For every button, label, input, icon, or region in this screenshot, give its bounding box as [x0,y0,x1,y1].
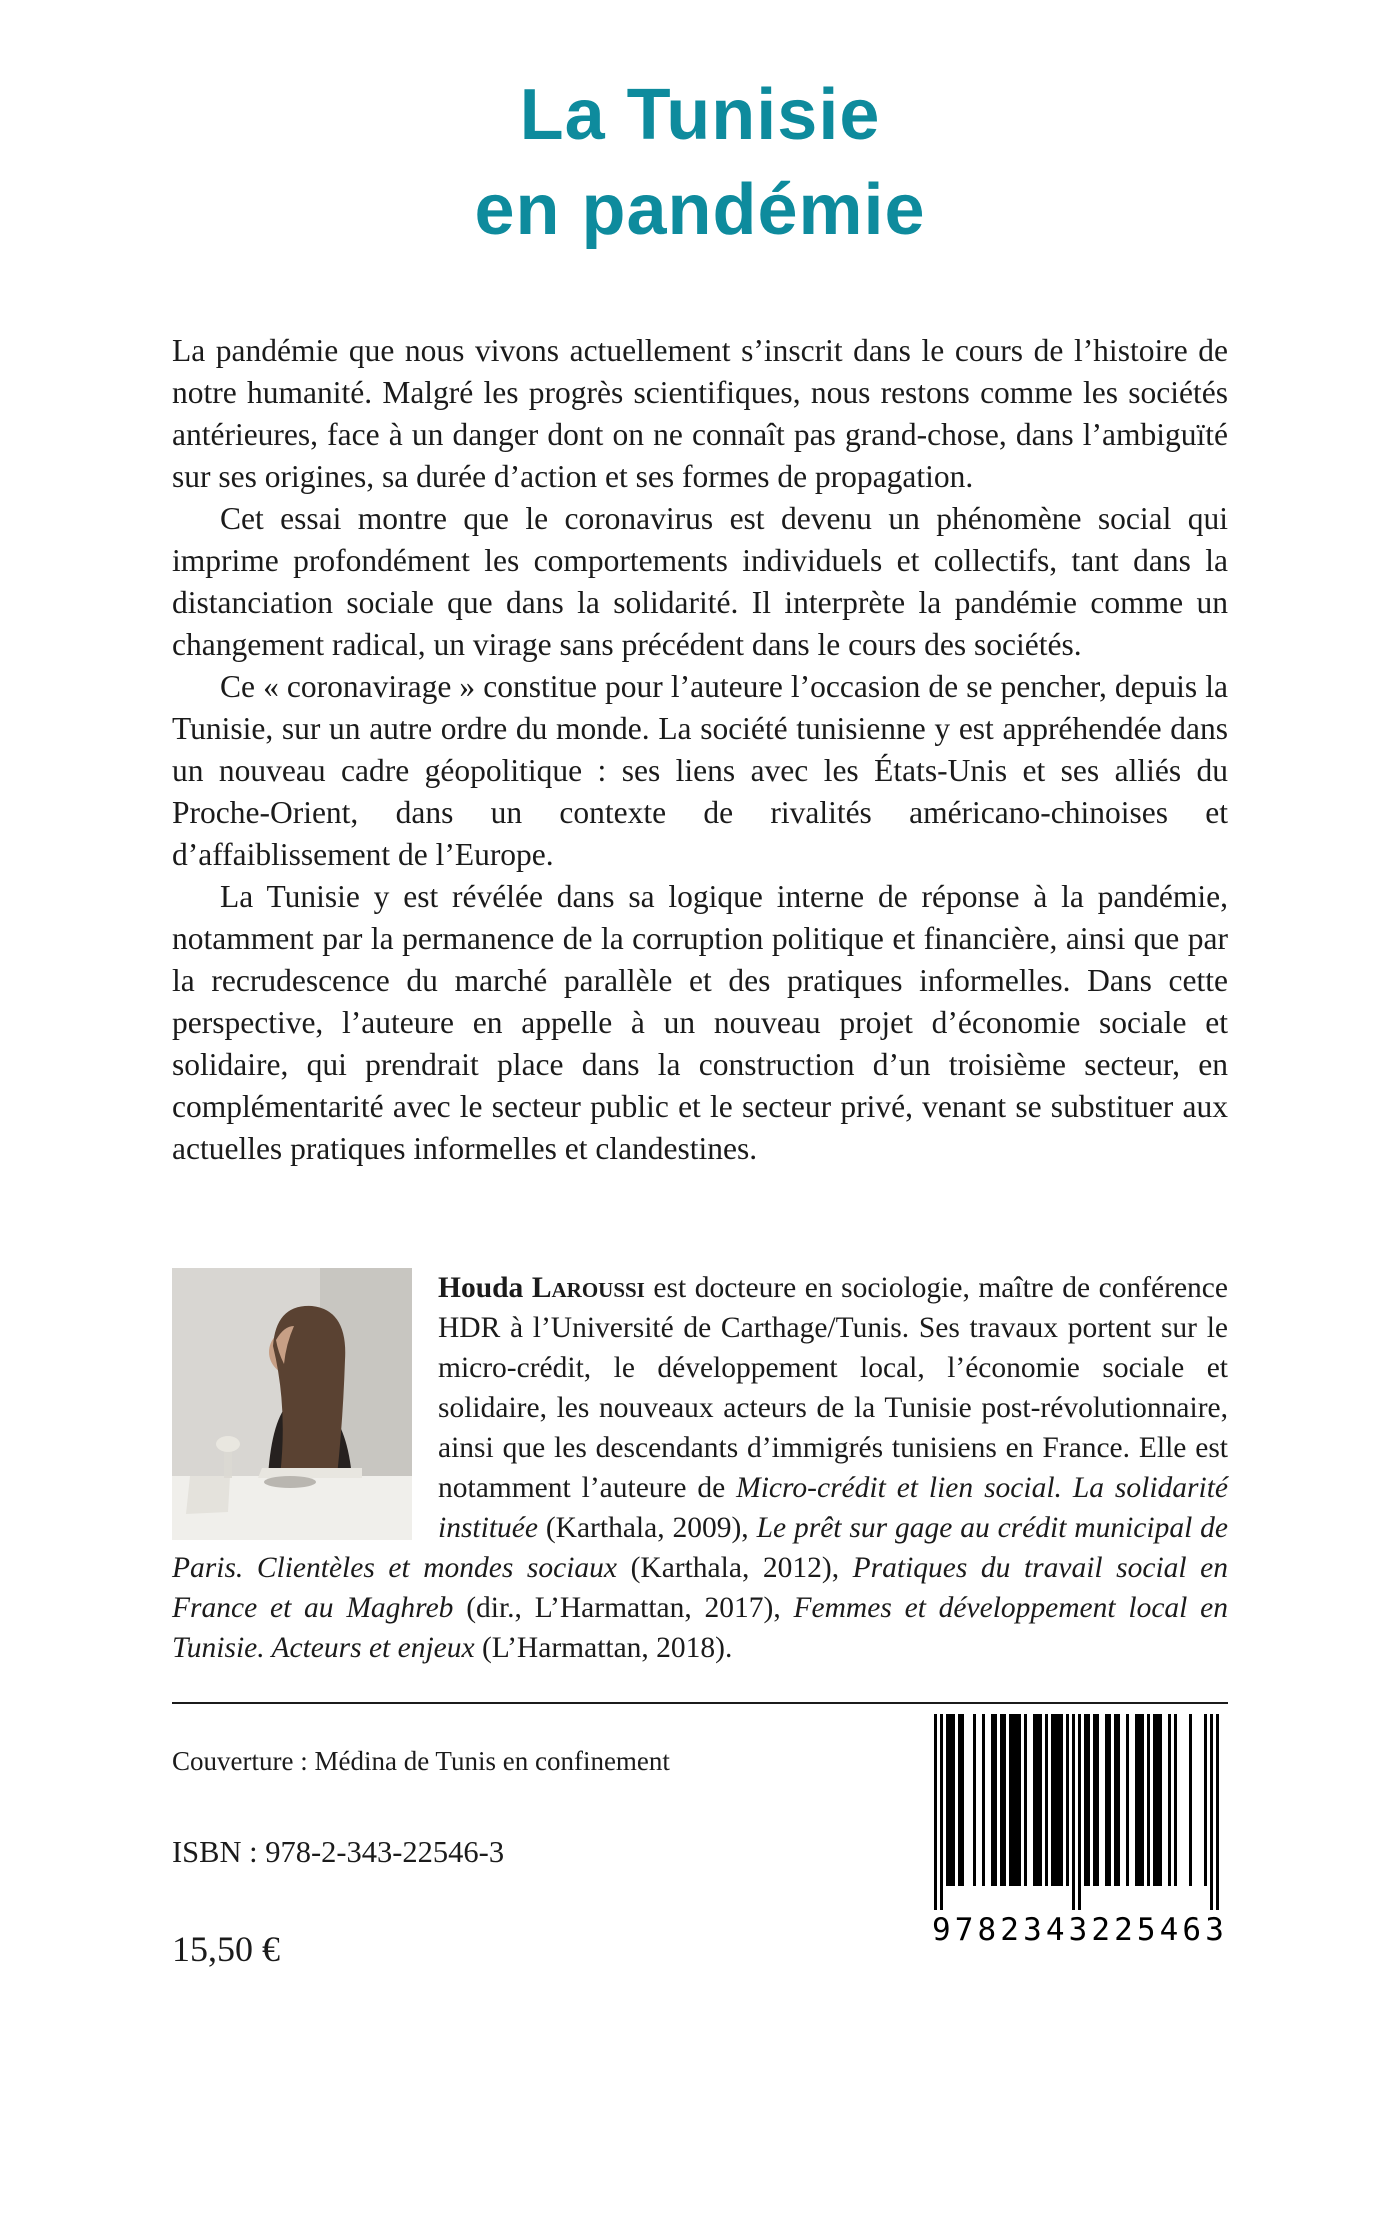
synopsis-paragraph-3: Ce « coronavirage » constitue pour l’auteure l’occasion de se pencher, depuis la Tunisie, sur un autre ordre du monde. La société tunisienne y est appréhendée dans un nouveau cadre géopolitique : ses liens avec les États-Unis et ses alliés du Proche-Orient, dans un contexte de rivalités américano-chinoises et d’affaiblissement de l’Europe. [172,669,1228,872]
author-bio [172,1268,1228,1668]
barcode-digit: 2 [1000,1912,1019,1948]
barcode-digit: 3 [1205,1912,1224,1948]
barcode-digit: 4 [1159,1912,1179,1948]
bio-segment: Houda [438,1272,532,1304]
book-title [172,68,1228,258]
barcode-digit: 9 [932,1912,951,1948]
barcode [928,1714,1228,1948]
barcode-digit: 3 [1023,1912,1042,1948]
bio-segment: (Karthala, 2012), [617,1552,853,1584]
synopsis-paragraph-1: La pandémie que nous vivons actuellement s’inscrit dans le cours de l’histoire de notre humanité. Malgré les progrès scientifiques, nous restons comme les sociétés antérieures, face à un danger dont on ne connaît pas grand-chose, dans l’ambiguïté sur ses origines, sa durée d’action et ses formes de propagation. [172,333,1228,494]
bio-segment: Femmes et développement local en Tunisie. Acteurs et enjeux [172,1592,1229,1664]
barcode-digit: 7 [954,1912,974,1948]
author-photo-illustration [172,1268,412,1540]
barcode-digits [928,1912,1228,1948]
bio-segment: (L’Harmattan, 2018). [474,1632,733,1664]
barcode-digit: 8 [977,1912,997,1948]
bio-segment: (Karthala, 2009), [537,1512,757,1544]
synopsis-paragraph-2: Cet essai montre que le coronavirus est devenu un phénomène social qui imprime profondément les comportements individuels et collectifs, tant dans la distanciation sociale que dans la solidarité. Il interprète la pandémie comme un changement radical, un virage sans précédent dans le cours des sociétés. [172,501,1228,662]
footer [172,1704,1228,1970]
barcode-bar [1216,1714,1219,1910]
barcode-digit: 3 [1068,1912,1088,1948]
footer-left [172,1704,928,1970]
barcode-digit: 2 [1114,1912,1133,1948]
bio-segment: Le prêt sur gage au crédit municipal de Paris. Clientèles et mondes sociaux [172,1512,1229,1584]
synopsis [172,330,1228,1170]
cover-credit: Couverture : Médina de Tunis en confinement [172,1746,670,1776]
barcode-bars [928,1714,1228,1910]
isbn: ISBN : 978-2-343-22546-3 [172,1835,505,1869]
bio-segment: Pratiques du travail social en France et au Maghreb [172,1552,1229,1624]
bio-segment: Micro-crédit et lien social. La solidarité instituée [438,1472,1228,1544]
title-line-2: en pandémie [474,170,926,250]
synopsis-paragraph-4: La Tunisie y est révélée dans sa logique interne de réponse à la pandémie, notamment par la permanence de la corruption politique et financière, ainsi que par la recrudescence du marché parallèle et des pratiques informelles. Dans cette perspective, l’auteure en appelle à un nouveau projet d’économie sociale et solidaire, qui prendrait place dans la construction d’un troisième secteur, en complémentarité avec le secteur public et le secteur privé, venant se substituer aux actuelles pratiques informelles et clandestines. [172,879,1228,1166]
title-line-1: La Tunisie [519,75,881,155]
bio-segment: Laroussi [531,1272,645,1304]
barcode-digit: 5 [1136,1912,1156,1948]
barcode-digit: 2 [1091,1912,1111,1948]
barcode-digit: 6 [1182,1912,1202,1948]
price: 15,50 € [172,1929,280,1969]
author-photo [172,1268,412,1540]
barcode-digit: 4 [1045,1912,1065,1948]
bio-segment: (dir., L’Harmattan, 2017), [453,1592,794,1624]
bio-segment: est docteure en sociologie, maître de conférence HDR à l’Université de Carthage/Tunis. Ses travaux portent sur le micro-crédit, le développement local, l’économie sociale et solidaire, les nouveaux acteurs de la Tunisie post-révolutionnaire, ainsi que les descendants d’immigrés tunisiens en France. Elle est notamment l’auteure de [438,1272,1228,1504]
